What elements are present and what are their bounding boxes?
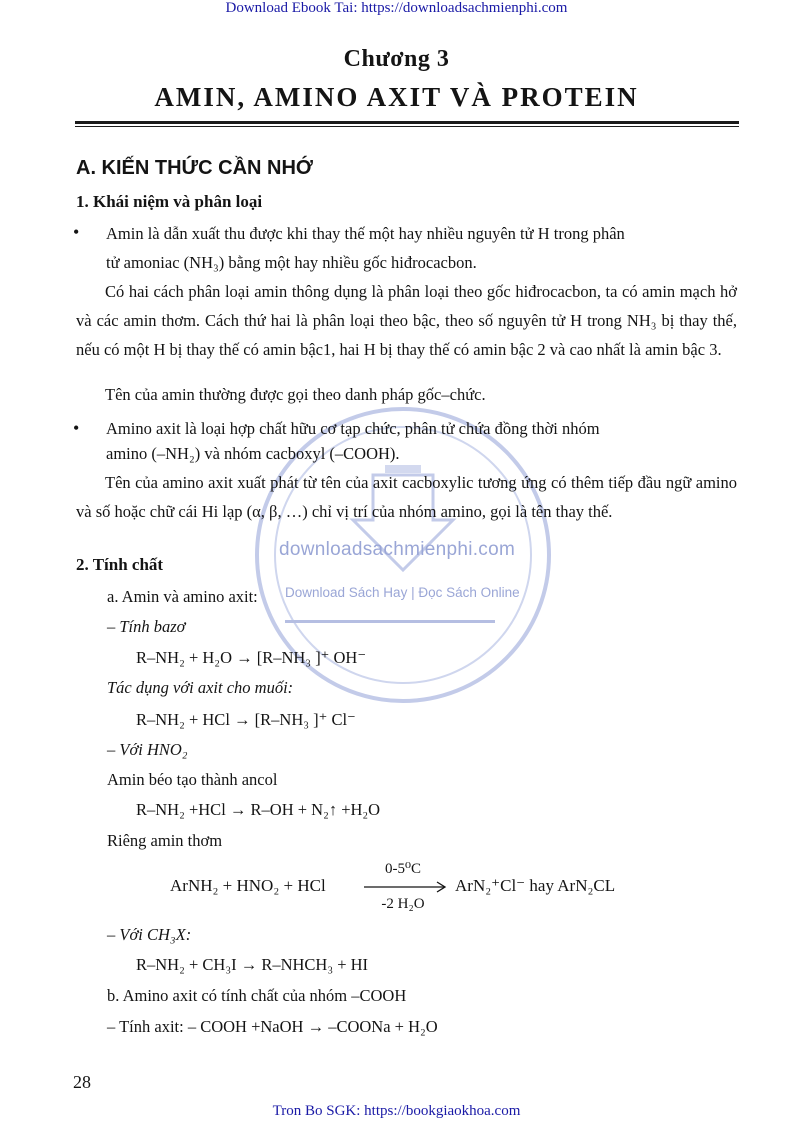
header-download-link[interactable]: Download Ebook Tai: https://downloadsachmienphi.com <box>225 0 568 16</box>
bullet-line: amino (–NH₂) và nhóm cacboxyl (–COOH). <box>106 444 400 463</box>
watermark-bar <box>285 620 495 623</box>
item-voi-hno2: – Với HNO₂ <box>107 740 188 759</box>
title-rule <box>75 121 739 124</box>
equation-4-condition-bottom: -2 H₂O <box>381 896 425 912</box>
item-tac-dung: Tác dụng với axit cho muối: <box>107 678 294 697</box>
equation-4-left: ArNH₂ + HNO₂ + HCl <box>170 876 326 895</box>
paragraph-naming: Tên của amin thường được gọi theo danh pháp gốc–chức. <box>105 385 486 404</box>
equation-4-condition-top: 0-5⁰C <box>384 861 421 877</box>
bullet-line: tử amoniac (NH₃) bằng một hay nhiều gốc hiđrocacbon. <box>106 253 477 272</box>
equation-3: R–NH₂ +HCl → R–OH + N₂↑ +H₂O <box>136 800 381 819</box>
bullet-line: Amin là dẫn xuất thu được khi thay thế một hay nhiều nguyên tử H trong phân <box>106 224 625 243</box>
watermark-site: downloadsachmienphi.com <box>279 539 516 560</box>
equation-1: R–NH₂ + H₂O → [R–NH₃ ]⁺ OH⁻ <box>136 648 367 667</box>
footer-link[interactable]: Tron Bo SGK: https://bookgiaokhoa.com <box>272 1103 521 1119</box>
page-number: 28 <box>73 1072 91 1092</box>
bullet-dot: • <box>73 418 80 438</box>
equation-2: R–NH₂ + HCl → [R–NH₃ ]⁺ Cl⁻ <box>136 710 356 729</box>
equation-5: R–NH₂ + CH₃I → R–NHCH₃ + HI <box>136 955 369 974</box>
chapter-label: Chương 3 <box>343 46 450 72</box>
subsection-heading-2: 2. Tính chất <box>76 555 164 574</box>
paragraph-classification: Có hai cách phân loại amin thông dụng là phân loại theo gốc hiđrocacbon, ta có amin mạch hở và các amin thơm. Cách thứ hai là phân loại theo bậc, theo số nguyên tử H trong NH₃ bị thay thế, nếu có một H bị thay thế có amin bậc1, hai H bị thay thế có amin bậc 2 và cao nhất là amin bậc 3. <box>76 282 737 359</box>
title-rule-thin <box>75 126 739 127</box>
item-tinh-axit: – Tính axit: – COOH +NaOH → –COONa + H₂O <box>107 1017 438 1036</box>
subsection-heading-1: 1. Khái niệm và phân loại <box>76 192 263 211</box>
bullet-dot: • <box>73 222 80 242</box>
chapter-title: AMIN, AMINO AXIT VÀ PROTEIN <box>154 82 639 112</box>
equation-4-right: ArN₂⁺Cl⁻ hay ArN₂CL <box>455 876 616 895</box>
item-b: b. Amino axit có tính chất của nhóm –COOH <box>107 986 407 1005</box>
item-rieng: Riêng amin thơm <box>107 831 223 850</box>
item-voi-ch3x: – Với CH₃X: <box>107 925 192 944</box>
item-a: a. Amin và amino axit: <box>107 587 258 606</box>
item-amin-beo: Amin béo tạo thành ancol <box>107 770 278 789</box>
watermark-tagline: Download Sách Hay | Đọc Sách Online <box>285 585 520 600</box>
paragraph-amino-naming: Tên của amino axit xuất phát từ tên của axit cacboxylic tương ứng có thêm tiếp đầu ngữ amino và số hoặc chữ cái Hi lạp (α, β, …) chỉ vị trí của nhóm amino, gọi là tên thay thế. <box>76 473 737 521</box>
bullet-line: Amino axit là loại hợp chất hữu cơ tạp chức, phân tử chứa đồng thời nhóm <box>106 419 600 438</box>
section-heading: A. KIẾN THỨC CẦN NHỚ <box>76 157 313 179</box>
item-tinh-bazo: – Tính bazơ <box>107 617 186 636</box>
reaction-arrow-icon <box>364 881 450 893</box>
